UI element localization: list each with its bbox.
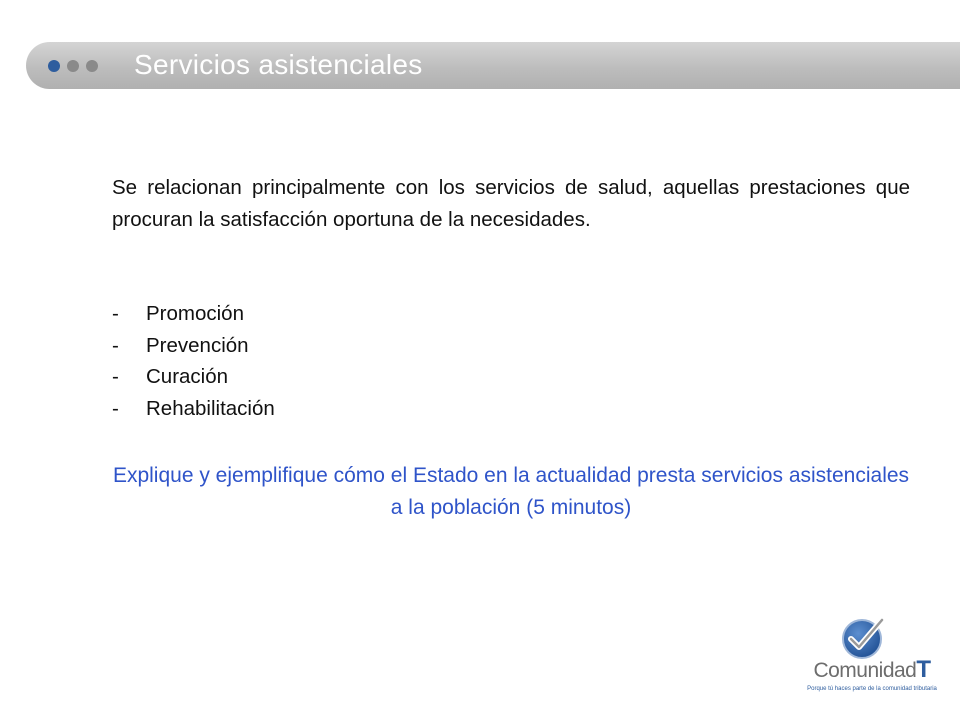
list-item-label: Curación [146, 365, 229, 388]
bullet-dash: - [112, 396, 119, 420]
title-dot-icon [86, 60, 98, 72]
list-item [112, 361, 275, 393]
logo-name-accent: T [916, 656, 931, 683]
bullet-dash: - [112, 302, 119, 325]
list-item [112, 330, 275, 362]
logo-tagline: Porque tú haces parte de la comunidad tributaria [807, 686, 937, 692]
intro-paragraph: Se relacionan principalmente con los servicios de salud, aquellas prestaciones que procuran la satisfacción oportuna de la necesidades. [112, 176, 910, 231]
logo-wordmark [798, 656, 946, 684]
comunidad-t-logo [798, 612, 946, 698]
list-item [112, 393, 275, 425]
title-dot-icon [67, 60, 79, 72]
bullet-dash: - [112, 333, 119, 357]
checkmark-badge-icon [838, 612, 890, 662]
list-item-label: Rehabilitación [146, 396, 275, 420]
list-item [112, 298, 275, 330]
slide-title: Servicios asistenciales [134, 49, 423, 80]
logo-name-text: Comunidad [813, 659, 917, 682]
list-item-label: Promoción [146, 302, 244, 325]
list-item-label: Prevención [146, 333, 249, 357]
services-list [112, 298, 275, 424]
activity-prompt: Explique y ejemplifique cómo el Estado en la actualidad presta servicios asistenciales a la población (5 minutos) [112, 464, 910, 519]
title-dot-active-icon [48, 60, 60, 72]
bullet-dash: - [112, 365, 119, 388]
